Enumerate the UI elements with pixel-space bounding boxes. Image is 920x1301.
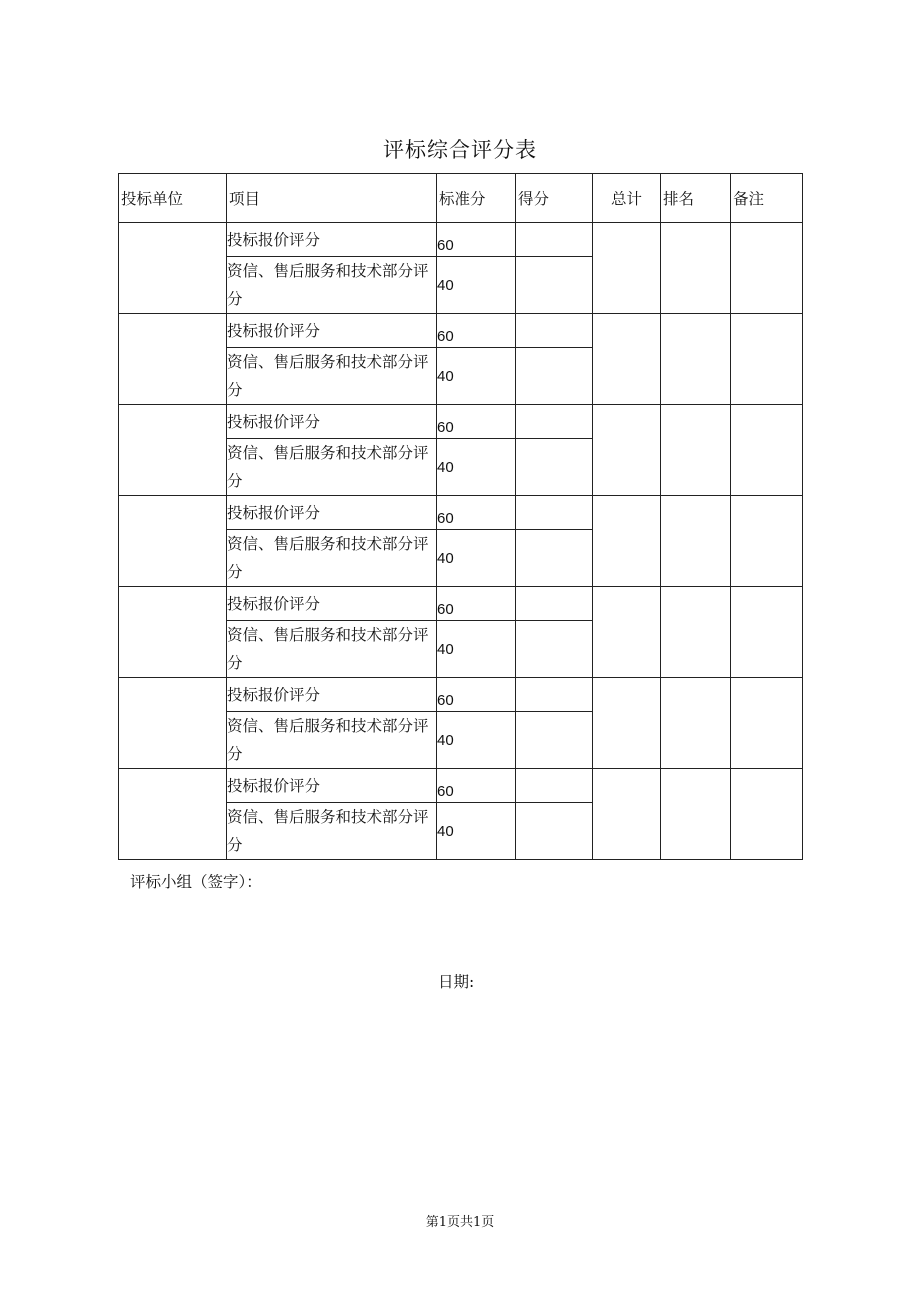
item-price-score: 投标报价评分 — [227, 769, 437, 803]
remark-cell[interactable] — [731, 496, 803, 587]
standard-score: 40 — [437, 712, 516, 769]
total-cell[interactable] — [593, 496, 661, 587]
header-standard: 标准分 — [437, 174, 516, 223]
total-cell[interactable] — [593, 223, 661, 314]
total-cell[interactable] — [593, 678, 661, 769]
total-cell[interactable] — [593, 587, 661, 678]
page-footer: 第1页共1页 — [425, 1215, 495, 1230]
score-cell[interactable] — [516, 257, 593, 314]
item-price-score: 投标报价评分 — [227, 314, 437, 348]
header-rank: 排名 — [661, 174, 731, 223]
standard-score: 60 — [437, 587, 516, 621]
remark-cell[interactable] — [731, 223, 803, 314]
header-score: 得分 — [516, 174, 593, 223]
rank-cell[interactable] — [661, 314, 731, 405]
rank-cell[interactable] — [661, 223, 731, 314]
score-table — [118, 173, 803, 860]
score-cell[interactable] — [516, 405, 593, 439]
bidder-cell[interactable] — [119, 678, 227, 769]
table-row — [119, 678, 803, 712]
table-row — [119, 496, 803, 530]
score-cell[interactable] — [516, 348, 593, 405]
header-total: 总计 — [593, 174, 661, 223]
score-cell[interactable] — [516, 678, 593, 712]
standard-score: 60 — [437, 678, 516, 712]
total-cell[interactable] — [593, 314, 661, 405]
standard-score: 60 — [437, 496, 516, 530]
standard-score: 40 — [437, 530, 516, 587]
header-row — [119, 174, 803, 223]
remark-cell[interactable] — [731, 769, 803, 860]
rank-cell[interactable] — [661, 405, 731, 496]
score-cell[interactable] — [516, 621, 593, 678]
header-bidder: 投标单位 — [119, 174, 227, 223]
item-price-score: 投标报价评分 — [227, 678, 437, 712]
bidder-cell[interactable] — [119, 405, 227, 496]
score-cell[interactable] — [516, 314, 593, 348]
score-cell[interactable] — [516, 587, 593, 621]
total-cell[interactable] — [593, 769, 661, 860]
rank-cell[interactable] — [661, 678, 731, 769]
item-credit-score: 资信、售后服务和技术部分评分 — [227, 257, 437, 314]
score-cell[interactable] — [516, 803, 593, 860]
bidder-cell[interactable] — [119, 587, 227, 678]
rank-cell[interactable] — [661, 587, 731, 678]
date-label: 日期: — [438, 973, 475, 991]
item-credit-score: 资信、售后服务和技术部分评分 — [227, 348, 437, 405]
standard-score: 60 — [437, 405, 516, 439]
item-credit-score: 资信、售后服务和技术部分评分 — [227, 530, 437, 587]
remark-cell[interactable] — [731, 678, 803, 769]
bidder-cell[interactable] — [119, 769, 227, 860]
page-title: 评标综合评分表 — [383, 138, 537, 162]
item-price-score: 投标报价评分 — [227, 223, 437, 257]
table-row — [119, 405, 803, 439]
score-cell[interactable] — [516, 439, 593, 496]
sign-label: 评标小组（签字）： — [130, 873, 262, 891]
table-row — [119, 223, 803, 257]
standard-score: 60 — [437, 223, 516, 257]
bidder-cell[interactable] — [119, 496, 227, 587]
table-row — [119, 769, 803, 803]
item-credit-score: 资信、售后服务和技术部分评分 — [227, 803, 437, 860]
standard-score: 40 — [437, 348, 516, 405]
rank-cell[interactable] — [661, 769, 731, 860]
header-remark: 备注 — [731, 174, 803, 223]
remark-cell[interactable] — [731, 405, 803, 496]
bidder-cell[interactable] — [119, 314, 227, 405]
total-cell[interactable] — [593, 405, 661, 496]
score-cell[interactable] — [516, 769, 593, 803]
remark-cell[interactable] — [731, 314, 803, 405]
standard-score: 40 — [437, 439, 516, 496]
score-cell[interactable] — [516, 496, 593, 530]
header-item: 项目 — [227, 174, 437, 223]
rank-cell[interactable] — [661, 496, 731, 587]
item-credit-score: 资信、售后服务和技术部分评分 — [227, 712, 437, 769]
standard-score: 40 — [437, 621, 516, 678]
score-cell[interactable] — [516, 530, 593, 587]
item-credit-score: 资信、售后服务和技术部分评分 — [227, 439, 437, 496]
score-cell[interactable] — [516, 223, 593, 257]
standard-score: 40 — [437, 803, 516, 860]
item-price-score: 投标报价评分 — [227, 496, 437, 530]
standard-score: 60 — [437, 314, 516, 348]
item-credit-score: 资信、售后服务和技术部分评分 — [227, 621, 437, 678]
standard-score: 60 — [437, 769, 516, 803]
table-row — [119, 587, 803, 621]
bidder-cell[interactable] — [119, 223, 227, 314]
remark-cell[interactable] — [731, 587, 803, 678]
standard-score: 40 — [437, 257, 516, 314]
table-row — [119, 314, 803, 348]
item-price-score: 投标报价评分 — [227, 405, 437, 439]
item-price-score: 投标报价评分 — [227, 587, 437, 621]
score-cell[interactable] — [516, 712, 593, 769]
